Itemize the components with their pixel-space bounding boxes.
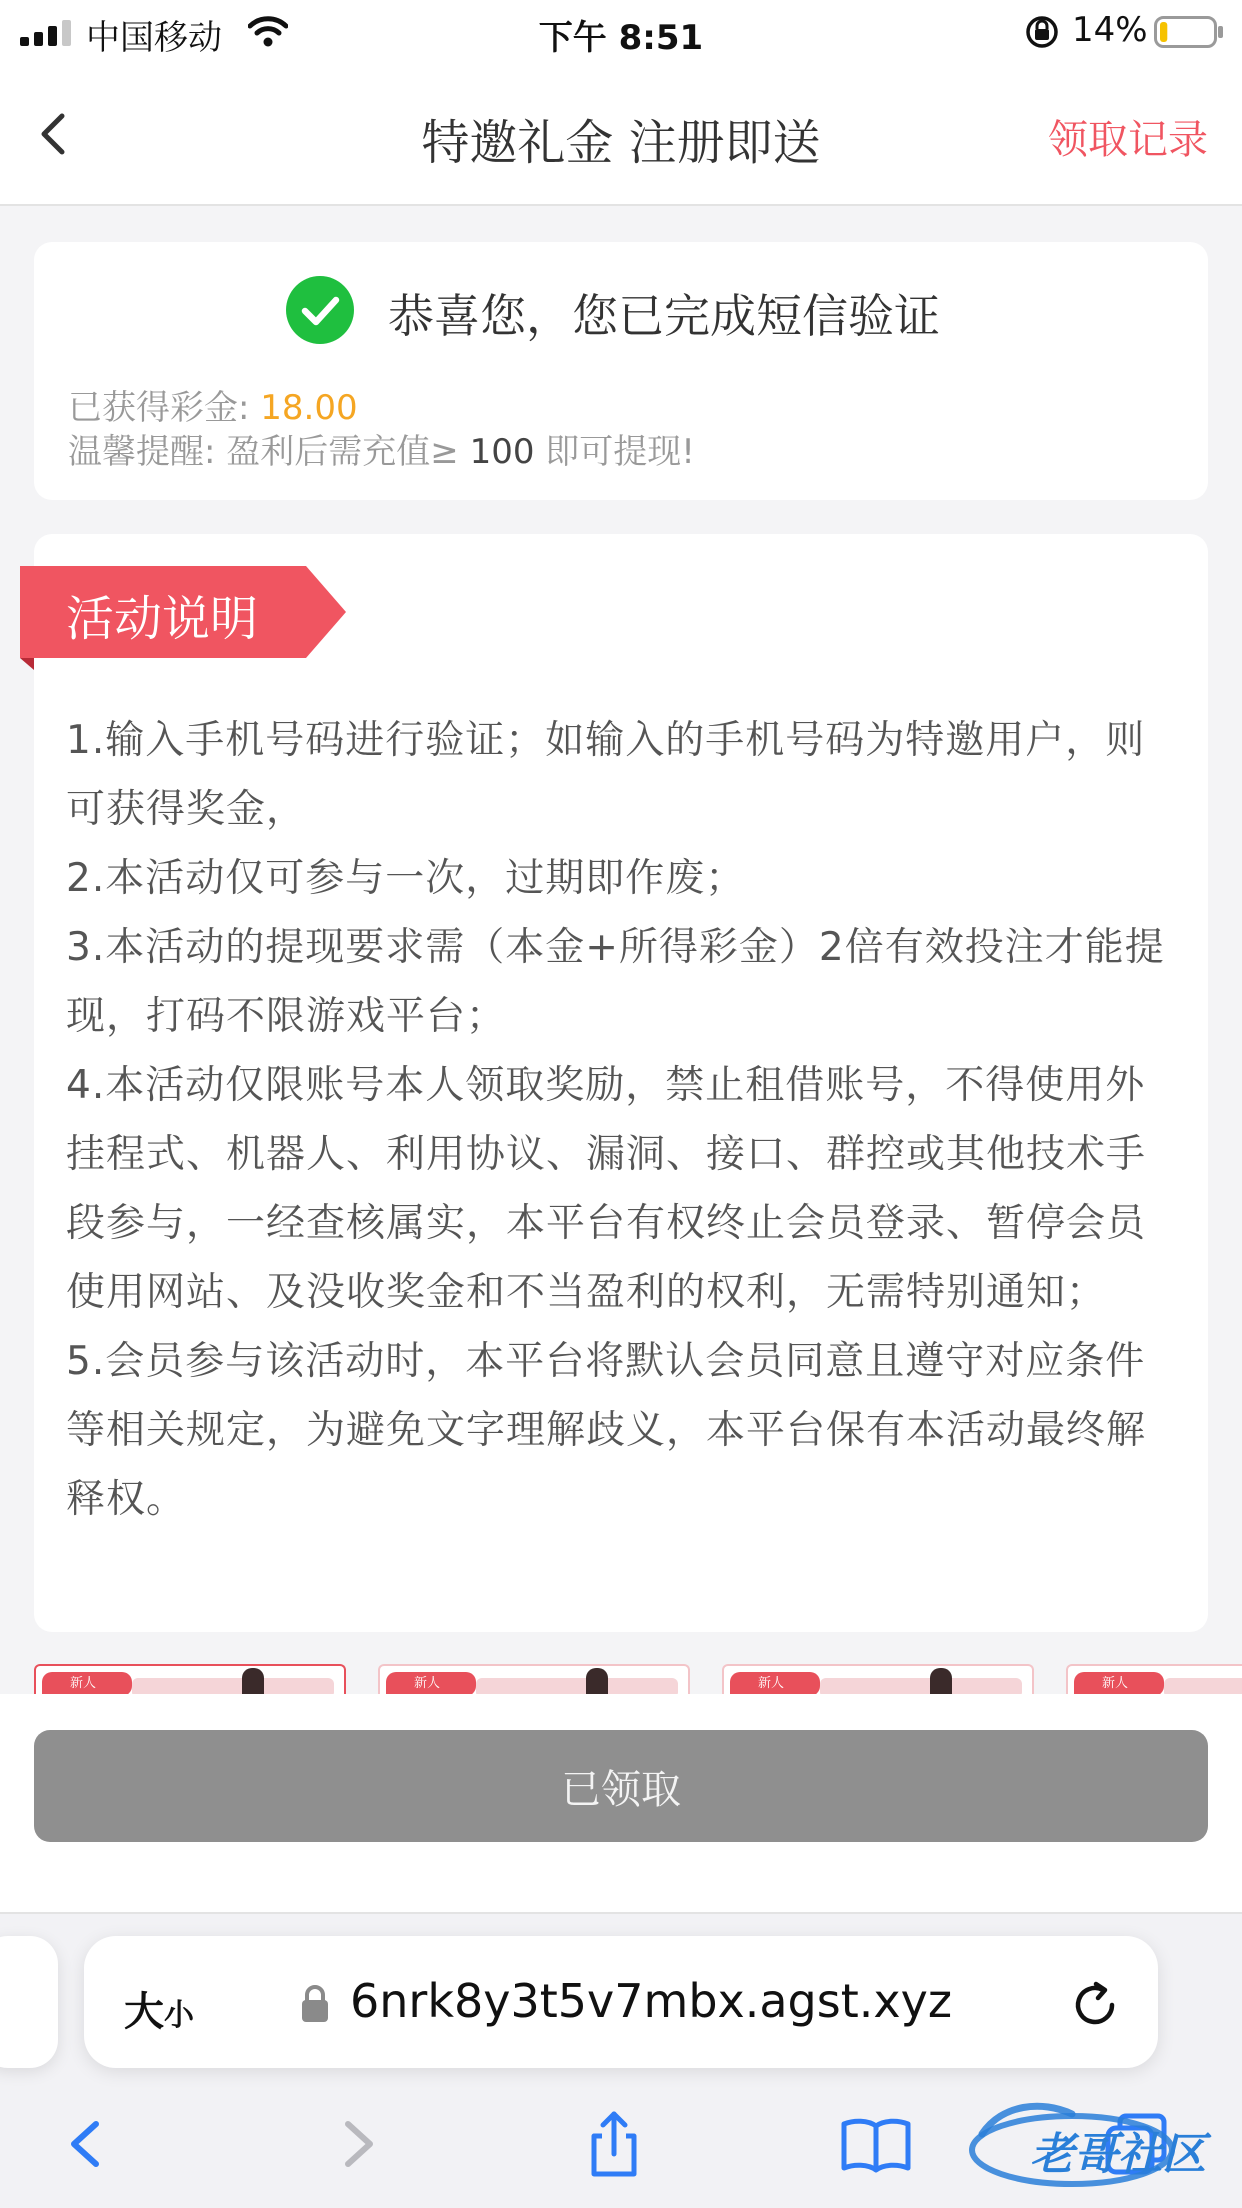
withdraw-tip xyxy=(68,424,695,473)
banner-thumbnail[interactable] xyxy=(722,1664,1034,1694)
verification-success-card xyxy=(34,242,1208,500)
page-title: 特邀礼金 注册即送 xyxy=(421,115,821,171)
text-size-button[interactable] xyxy=(124,1980,194,2037)
thumbnail-figure xyxy=(930,1668,952,1694)
claim-history-link[interactable]: 领取记录 xyxy=(1048,117,1208,163)
status-bar xyxy=(0,0,1242,64)
orientation-lock-icon xyxy=(1024,14,1060,50)
banner-thumbnail[interactable] xyxy=(1066,1664,1242,1694)
thumbnail-band xyxy=(132,1678,334,1694)
battery-percent: 14% xyxy=(1072,10,1148,50)
text-size-big: 大 xyxy=(124,1989,164,2035)
rule-item: 2.本活动仅可参与一次，过期即作废； xyxy=(66,856,746,901)
reload-icon[interactable] xyxy=(1068,1978,1122,2032)
thumbnail-band xyxy=(820,1678,1022,1694)
new-user-tag: 新人 xyxy=(386,1672,476,1694)
bonus-value: 18.00 xyxy=(260,388,358,428)
rules-list xyxy=(66,706,1176,1534)
browser-back-icon[interactable] xyxy=(48,2104,128,2184)
claimed-button[interactable]: 已领取 xyxy=(34,1730,1208,1842)
banner-thumbnail-strip xyxy=(0,1660,1242,1694)
text-size-small: 小 xyxy=(164,1998,194,2033)
banner-thumbnail[interactable] xyxy=(34,1664,346,1694)
lock-icon xyxy=(300,1984,330,2024)
rules-heading: 活动说明 xyxy=(66,591,259,647)
tip-amount: 100 xyxy=(469,432,535,472)
watermark-text: 老哥社区 xyxy=(1030,2129,1206,2180)
banner-thumbnail[interactable] xyxy=(378,1664,690,1694)
carrier-name: 中国移动 xyxy=(86,18,222,58)
thumbnail-band xyxy=(1164,1678,1242,1694)
action-area xyxy=(0,1694,1242,1914)
tip-prefix: 温馨提醒: 盈利后需充值≥ xyxy=(68,432,459,472)
rule-item: 3.本活动的提现要求需（本金+所得彩金）2倍有效投注才能提现，打码不限游戏平台； xyxy=(66,925,1165,1039)
bonus-row xyxy=(68,380,358,429)
previous-tab-peek[interactable] xyxy=(0,1936,58,2068)
tip-suffix: 即可提现! xyxy=(545,432,695,472)
url-text: 6nrk8y3t5v7mbx.agst.xyz xyxy=(350,1974,952,2028)
rule-item: 4.本活动仅限账号本人领取奖励，禁止租借账号，不得使用外挂程式、机器人、利用协议、漏洞、接口、群控或其他技术手段参与，一经查核属实，本平台有权终止会员登录、暂停会员使用网站、及没收奖金和不当盈利的权利，无需特别通知； xyxy=(66,1063,1147,1315)
success-message: 恭喜您，您已完成短信验证 xyxy=(388,289,940,343)
new-user-tag: 新人 xyxy=(42,1672,132,1694)
thumbnail-band xyxy=(476,1678,678,1694)
new-user-tag: 新人 xyxy=(730,1672,820,1694)
success-check-icon xyxy=(286,276,354,344)
rule-item: 1.输入手机号码进行验证；如输入的手机号码为特邀用户，则可获得奖金， xyxy=(66,718,1146,832)
bonus-label: 已获得彩金: xyxy=(68,388,250,428)
status-time: 下午 8:51 xyxy=(538,18,704,58)
share-icon[interactable] xyxy=(574,2104,654,2184)
rule-item: 5.会员参与该活动时，本平台将默认会员同意且遵守对应条件等相关规定，为避免文字理解歧义，本平台保有本活动最终解释权。 xyxy=(66,1339,1147,1522)
nav-bar xyxy=(0,64,1242,206)
bookmarks-icon[interactable] xyxy=(836,2104,916,2184)
new-user-tag: 新人 xyxy=(1074,1672,1164,1694)
thumbnail-figure xyxy=(586,1668,608,1694)
address-bar[interactable] xyxy=(84,1936,1158,2068)
thumbnail-figure xyxy=(242,1668,264,1694)
battery-icon xyxy=(1154,16,1224,48)
browser-forward-icon[interactable] xyxy=(316,2104,396,2184)
